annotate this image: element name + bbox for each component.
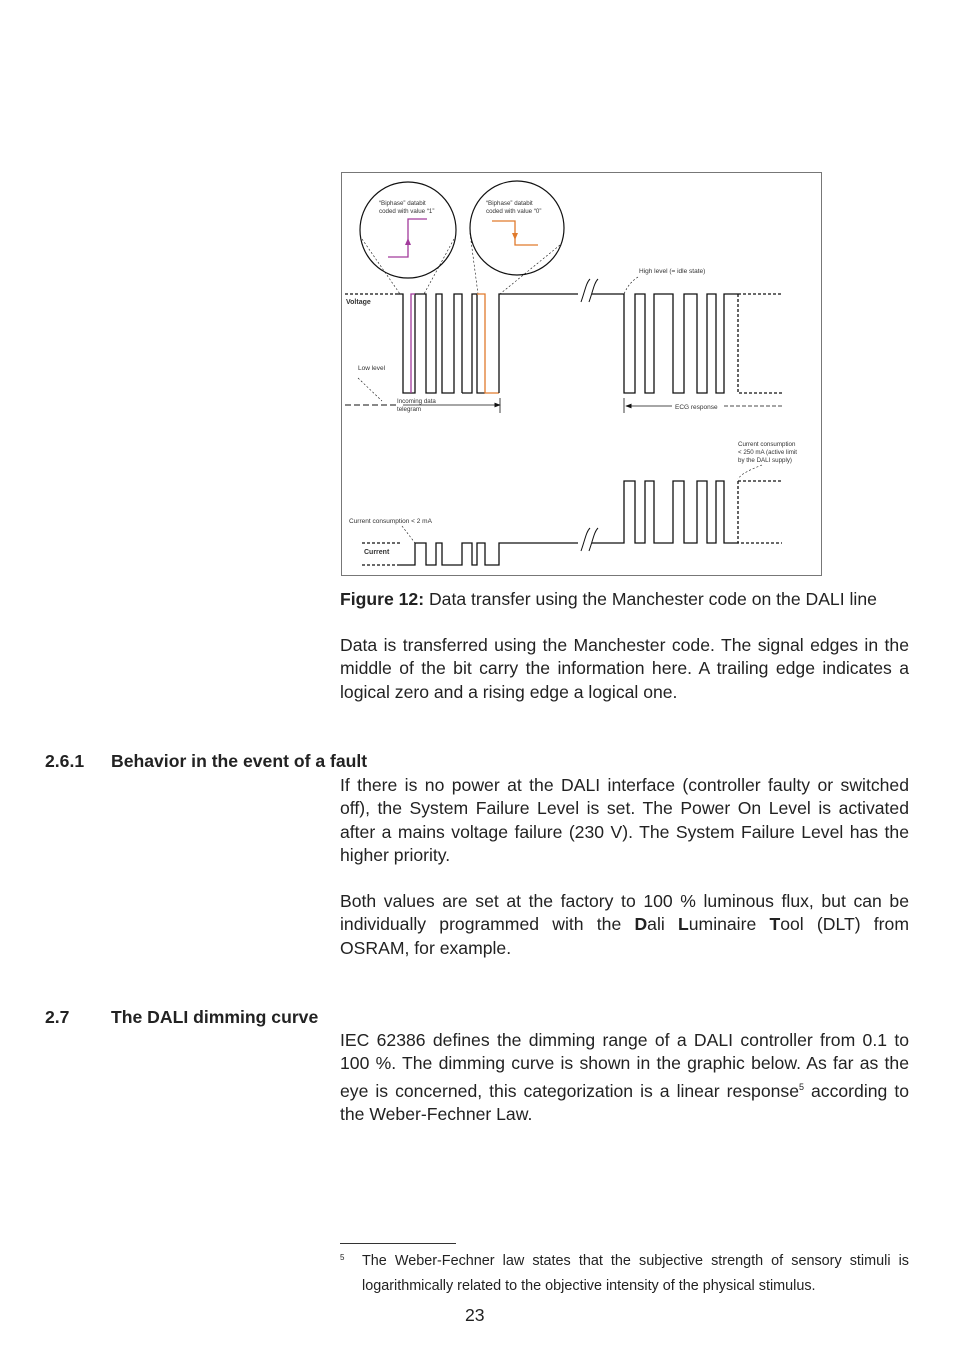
low-level-label: Low level	[358, 365, 386, 372]
current-high-label-3: by the DALI supply)	[738, 457, 792, 464]
footnote-mark: 5	[340, 1253, 345, 1262]
falling-arrow-icon	[512, 233, 518, 240]
section-number: 2.7	[45, 1007, 70, 1027]
page-number: 23	[465, 1305, 485, 1325]
intro-paragraph: Data is transferred using the Manchester code. The signal edges in the middle of the bit carry the information here. A trailing edge indicates a logical zero and a rising edge a logical one.	[340, 635, 909, 702]
caption-label: Figure 12:	[340, 589, 425, 609]
section-number: 2.6.1	[45, 751, 85, 771]
voltage-signal	[345, 279, 782, 405]
current-low-label: Current consumption < 2 mA	[349, 518, 432, 525]
voltage-label: Voltage	[346, 299, 371, 306]
footnote-reference[interactable]: 5	[799, 1081, 805, 1092]
bubble-bit-one	[360, 182, 456, 294]
current-high-label-1: Current consumption	[738, 441, 796, 448]
bubble-zero-label-2: coded with value “0”	[486, 208, 542, 215]
caption-text: Data transfer using the Manchester code on the DALI line	[424, 589, 877, 609]
footnote-divider	[340, 1243, 456, 1244]
fault-paragraph-2: Both values are set at the factory to 100 % luminous flux, but can be individually programmed with the Dali Luminaire Tool (DLT) from OSRAM, for example.	[340, 891, 909, 958]
bubble-bit-zero	[470, 181, 564, 294]
footnote-text: The Weber-Fechner law states that the subjective strength of sensory stimuli is logarithmically related to the objective intensity of the physical stimulus.	[362, 1253, 909, 1294]
section-title: The DALI dimming curve	[111, 1007, 319, 1027]
fault-paragraph-1: If there is no power at the DALI interface (controller faulty or switched off), the System Failure Level is set. The Power On Level is activated after a mains voltage failure (230 V). The System Failure Level has the higher priority.	[340, 775, 909, 866]
manchester-code-figure	[341, 172, 822, 576]
dimming-curve-paragraph: IEC 62386 defines the dimming range of a DALI controller from 0.1 to 100 %. The dimming curve is shown in the graphic below. As far as the eye is concerned, this categorization is a linear response$^5$ according to the Weber-Fechner Law.	[340, 1030, 909, 1125]
bubble-one-label-1: “Biphase” databit	[379, 200, 426, 207]
section-title: Behavior in the event of a fault	[111, 751, 368, 771]
bubble-zero-label-1: “Biphase” databit	[486, 200, 533, 207]
manchester-diagram	[342, 173, 823, 577]
rising-arrow-icon	[405, 238, 411, 245]
high-level-label: High level (= idle state)	[639, 268, 706, 275]
current-high-label-2: < 250 mA (active limit	[738, 449, 797, 456]
bubble-one-label-2: coded with value “1”	[379, 208, 435, 215]
ecg-response-label: ECG response	[675, 404, 718, 411]
incoming-telegram-label-2: telegram	[397, 406, 422, 413]
current-label: Current	[364, 549, 390, 556]
figure-caption	[340, 588, 920, 611]
incoming-telegram-label-1: Incoming data	[397, 398, 436, 405]
